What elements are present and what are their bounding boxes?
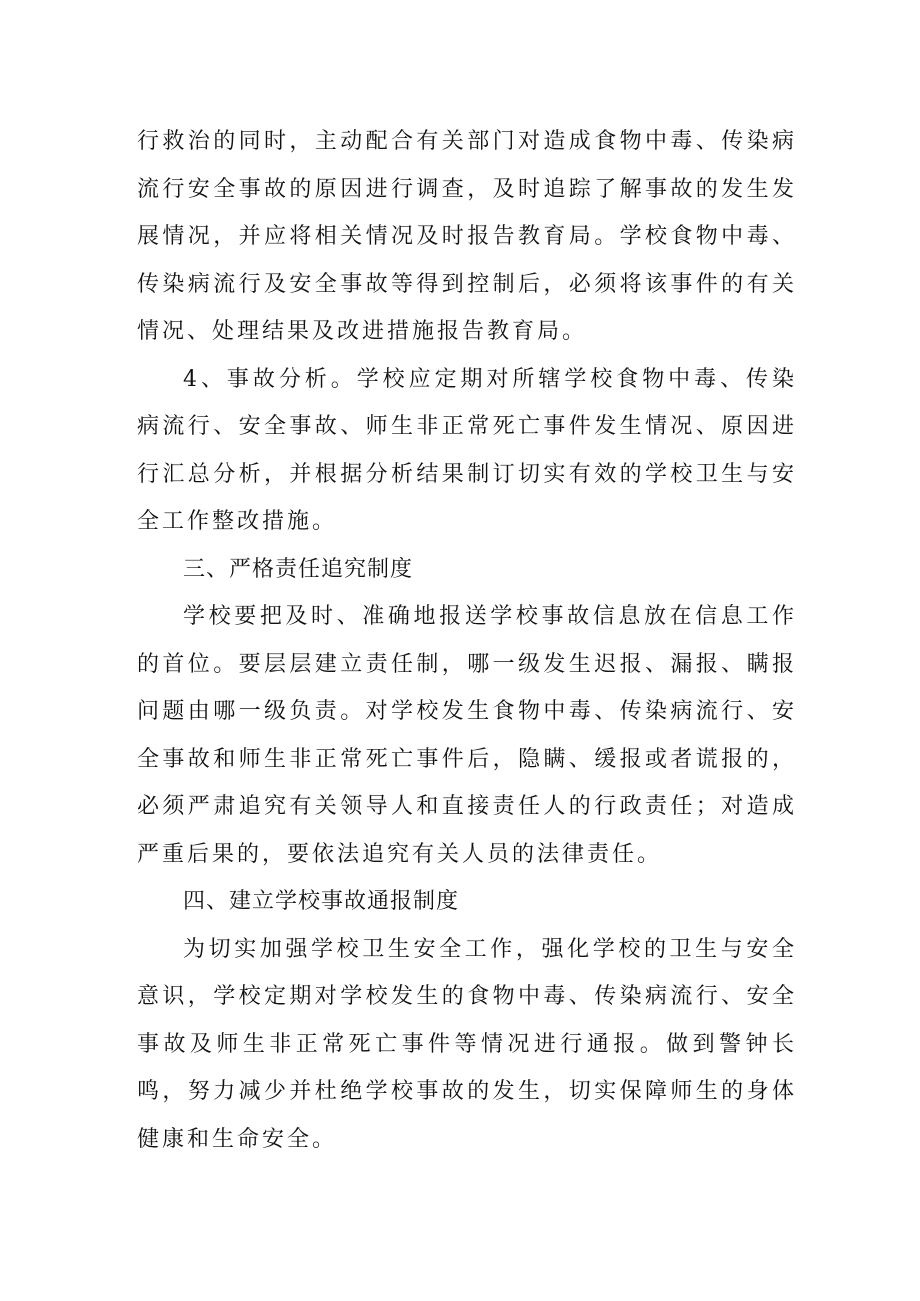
paragraph-accident-analysis: 4、事故分析。学校应定期对所辖学校食物中毒、传染病流行、安全事故、师生非正常死亡事件发生情况、原因进行汇总分析，并根据分析结果制订切实有效的学校卫生与安全工作整改措施。 bbox=[137, 366, 797, 534]
section-heading-notification: 四、建立学校事故通报制度 bbox=[183, 889, 460, 914]
paragraph-continuation: 行救治的同时，主动配合有关部门对造成食物中毒、传染病流行安全事故的原因进行调查，及时追踪了解事故的发生发展情况，并应将相关情况及时报告教育局。学校食物中毒、传染病流行及安全事故等得到控制后，必须将该事件的有关情况、处理结果及改进措施报告教育局。 bbox=[137, 129, 797, 344]
paragraph-accountability: 学校要把及时、准确地报送学校事故信息放在信息工作的首位。要层层建立责任制，哪一级发生迟报、漏报、瞒报问题由哪一级负责。对学校发生食物中毒、传染病流行、安全事故和师生非正常死亡事件后，隐瞒、缓报或者谎报的，必须严肃追究有关领导人和直接责任人的行政责任；对造成严重后果的，要依法追究有关人员的法律责任。 bbox=[137, 604, 797, 867]
document-body bbox=[137, 118, 797, 1163]
section-heading-accountability: 三、严格责任追究制度 bbox=[183, 556, 414, 582]
paragraph-notification: 为切实加强学校卫生安全工作，强化学校的卫生与安全意识，学校定期对学校发生的食物中毒、传染病流行、安全事故及师生非正常死亡事件等情况进行通报。做到警钟长鸣，努力减少并杜绝学校事故的发生，切实保障师生的身体健康和生命安全。 bbox=[137, 936, 797, 1152]
